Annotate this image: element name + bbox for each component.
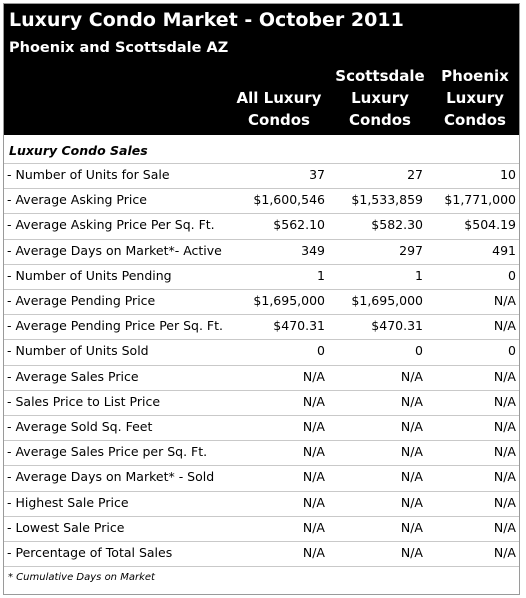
cell-all-luxury: N/A xyxy=(302,444,325,460)
table-row xyxy=(3,264,520,289)
table-row xyxy=(3,314,520,339)
cell-all-luxury: N/A xyxy=(302,519,325,535)
row-label: - Average Pending Price Per Sq. Ft. xyxy=(7,318,223,334)
row-divider xyxy=(3,566,520,567)
row-label: - Average Asking Price xyxy=(7,192,147,208)
cell-all-luxury: 37 xyxy=(309,167,325,182)
cell-phoenix: $504.19 xyxy=(464,217,516,233)
row-label: - Average Sales Price xyxy=(7,368,139,384)
table-row xyxy=(3,339,520,364)
section-title: Luxury Condo Sales xyxy=(9,143,148,158)
row-label: - Percentage of Total Sales xyxy=(7,545,173,560)
cell-scottsdale: N/A xyxy=(400,494,423,510)
row-label: - Lowest Sale Price xyxy=(7,519,125,535)
cell-all-luxury: 1 xyxy=(317,267,325,283)
cell-scottsdale: N/A xyxy=(400,444,423,460)
column-header-line: Phoenix xyxy=(441,67,509,85)
row-label: - Average Days on Market*- Active xyxy=(7,242,222,258)
cell-all-luxury: N/A xyxy=(302,368,325,384)
page-subtitle: Phoenix and Scottsdale AZ xyxy=(9,40,229,56)
table-row xyxy=(3,465,520,490)
cell-phoenix: N/A xyxy=(493,393,516,409)
cell-all-luxury: 349 xyxy=(301,242,325,258)
column-header-line: Scottsdale xyxy=(335,67,425,85)
row-label: - Number of Units Sold xyxy=(7,343,149,359)
row-label: - Number of Units Pending xyxy=(7,267,172,283)
page-title: Luxury Condo Market - October 2011 xyxy=(9,9,404,31)
cell-phoenix: 0 xyxy=(508,267,516,283)
cell-phoenix: N/A xyxy=(493,469,516,485)
cell-all-luxury: $470.31 xyxy=(273,318,325,334)
table-row xyxy=(3,365,520,390)
cell-all-luxury: $1,695,000 xyxy=(253,293,325,308)
table-row xyxy=(3,213,520,238)
cell-phoenix: N/A xyxy=(493,519,516,535)
cell-phoenix: N/A xyxy=(493,444,516,460)
cell-scottsdale: 27 xyxy=(407,167,423,182)
column-header-line: Luxury xyxy=(351,89,409,107)
column-header-line: Luxury xyxy=(446,89,504,107)
cell-all-luxury: N/A xyxy=(302,469,325,485)
cell-all-luxury: N/A xyxy=(302,419,325,434)
table-row xyxy=(3,440,520,465)
cell-scottsdale: $582.30 xyxy=(371,217,423,233)
column-header-line: Condos xyxy=(444,111,506,129)
column-header-all-luxury xyxy=(231,87,327,131)
row-label: - Average Sold Sq. Feet xyxy=(7,419,153,434)
row-label: - Average Sales Price per Sq. Ft. xyxy=(7,444,208,460)
cell-all-luxury: $1,600,546 xyxy=(253,192,325,208)
cell-scottsdale: N/A xyxy=(400,393,423,409)
table-row xyxy=(3,163,520,188)
column-header-phoenix xyxy=(431,65,519,131)
cell-all-luxury: N/A xyxy=(302,545,325,560)
row-label: - Highest Sale Price xyxy=(7,494,129,510)
cell-phoenix: N/A xyxy=(493,368,516,384)
footnote: * Cumulative Days on Market xyxy=(8,572,155,583)
cell-phoenix: N/A xyxy=(493,293,516,308)
table-row xyxy=(3,188,520,213)
column-header-line: All Luxury xyxy=(236,89,322,107)
cell-scottsdale: 297 xyxy=(399,242,423,258)
column-header-line: Condos xyxy=(349,111,411,129)
table-row xyxy=(3,390,520,415)
table-row xyxy=(3,491,520,516)
row-label: - Sales Price to List Price xyxy=(7,393,161,409)
cell-scottsdale: N/A xyxy=(400,469,423,485)
table-row xyxy=(3,239,520,264)
cell-all-luxury: $562.10 xyxy=(273,217,325,233)
column-header-line: Condos xyxy=(248,111,310,129)
cell-phoenix: N/A xyxy=(493,494,516,510)
cell-scottsdale: N/A xyxy=(400,419,423,434)
table-row xyxy=(3,516,520,541)
cell-scottsdale: $1,533,859 xyxy=(351,192,423,208)
column-header-scottsdale xyxy=(333,65,427,131)
cell-scottsdale: N/A xyxy=(400,545,423,560)
cell-phoenix: 10 xyxy=(500,167,516,182)
cell-phoenix: 0 xyxy=(508,343,516,359)
cell-all-luxury: N/A xyxy=(302,494,325,510)
table-header xyxy=(3,3,520,135)
cell-scottsdale: $1,695,000 xyxy=(351,293,423,308)
cell-phoenix: $1,771,000 xyxy=(444,192,516,208)
cell-phoenix: N/A xyxy=(493,419,516,434)
cell-scottsdale: N/A xyxy=(400,519,423,535)
cell-phoenix: N/A xyxy=(493,545,516,560)
row-label: - Average Pending Price xyxy=(7,293,156,308)
cell-all-luxury: 0 xyxy=(317,343,325,359)
table-row xyxy=(3,541,520,566)
row-label: - Average Days on Market* - Sold xyxy=(7,469,215,485)
table-row xyxy=(3,289,520,314)
condo-market-table xyxy=(3,3,520,595)
cell-scottsdale: 0 xyxy=(415,343,423,359)
cell-all-luxury: N/A xyxy=(302,393,325,409)
cell-phoenix: N/A xyxy=(493,318,516,334)
row-label: - Average Asking Price Per Sq. Ft. xyxy=(7,217,215,233)
cell-scottsdale: $470.31 xyxy=(371,318,423,334)
cell-phoenix: 491 xyxy=(492,242,516,258)
cell-scottsdale: N/A xyxy=(400,368,423,384)
row-label: - Number of Units for Sale xyxy=(7,167,170,182)
table-row xyxy=(3,415,520,440)
cell-scottsdale: 1 xyxy=(415,267,423,283)
